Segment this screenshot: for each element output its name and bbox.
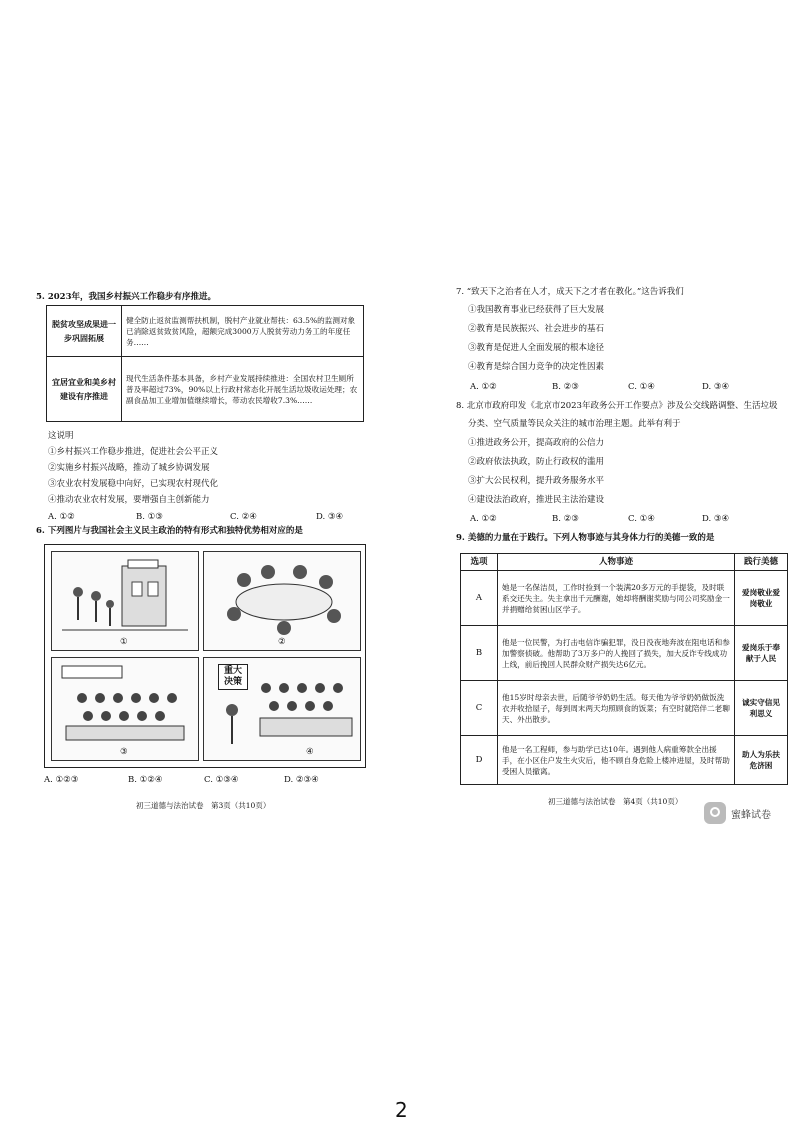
q8-option-a: A. ①② — [470, 514, 497, 524]
q9-row-b-story: 他是一位民警，为打击电信诈骗犯罪，没日没夜地奔波在阻电话和参加警察侦破。他帮助了3万多户的人挽回了损失，加大反诈专线成功上线，前后挽回人民群众财产损失达6亿元。 — [498, 626, 735, 681]
watermark-logo — [704, 802, 771, 824]
q7-option-d: D. ③④ — [702, 382, 730, 392]
decision-sign: 重大决策 — [218, 664, 248, 690]
q5-row1-head: 脱贫攻坚成果进一步巩固拓展 — [47, 306, 122, 357]
q9-header-option: 选项 — [461, 554, 498, 571]
page-number: 2 — [395, 1098, 408, 1122]
q8-item-4: ④建设法治政府，推进民主法治建设 — [468, 495, 605, 505]
q5-row2-head: 宜居宜业和美乡村建设有序推进 — [47, 357, 122, 422]
q7-item-4: ④教育是综合国力竞争的决定性因素 — [468, 362, 605, 372]
q9-table — [460, 553, 788, 785]
q8-stem-line2: 分类、空气质量等民众关注的城市治理主题。此举有利于 — [468, 419, 681, 429]
q9-row-d-story: 他是一名工程师，参与助学已达10年。遇到他人病重筹款全出援手，在小区住户发生火灾后，他不顾自身危险上楼冲进屋，及时帮助受困人员撤离。 — [498, 736, 735, 785]
q7-option-c: C. ①④ — [628, 382, 655, 392]
q5-option-b: B. ①③ — [136, 512, 163, 522]
q5-item-2: ②实施乡村振兴战略，推动了城乡协调发展 — [48, 463, 210, 473]
table-row — [461, 626, 788, 681]
table-row — [461, 571, 788, 626]
q6-panel-2 — [203, 551, 361, 651]
q5-option-d: D. ③④ — [316, 512, 344, 522]
q6-option-a: A. ①②③ — [44, 775, 79, 785]
q5-lead: 这说明 — [48, 431, 74, 441]
bee-logo-icon — [704, 802, 726, 824]
q9-row-c-virtue: 诚实守信见利思义 — [735, 681, 788, 736]
q8-option-c: C. ①④ — [628, 514, 655, 524]
q7-option-b: B. ②③ — [552, 382, 579, 392]
q5-row2-body: 现代生活条件基本具备，乡村产业发展持续推进：全国农村卫生厕所普及率超过73%，90%以上行政村常态化开展生活垃圾收运处理；农副食品加工业增加值继续增长，带动农民增收7.3%…… — [122, 357, 364, 422]
q6-label-1: ① — [120, 637, 128, 647]
q6-cartoon-grid — [44, 544, 366, 768]
q6-option-c: C. ①③④ — [204, 775, 239, 785]
q8-option-b: B. ②③ — [552, 514, 579, 524]
q8-item-3: ③扩大公民权利，提升政务服务水平 — [468, 476, 605, 486]
q6-option-d: D. ②③④ — [284, 775, 319, 785]
right-page-footer: 初三道德与法治试卷 第4页（共10页） — [548, 797, 683, 806]
q6-panel-1 — [51, 551, 199, 651]
table-row — [461, 681, 788, 736]
table-row — [47, 306, 364, 357]
q5-stem: 5. 2023年，我国乡村振兴工作稳步有序推进。 — [36, 292, 216, 302]
q6-panel-3 — [51, 657, 199, 761]
q9-row-a-virtue: 爱岗敬业爱岗敬业 — [735, 571, 788, 626]
table-header-row — [461, 554, 788, 571]
q9-header-story: 人物事迹 — [498, 554, 735, 571]
q5-item-4: ④推动农业农村发展，要增强自主创新能力 — [48, 495, 210, 505]
q7-item-2: ②教育是民族振兴、社会进步的基石 — [468, 324, 605, 334]
q5-item-1: ①乡村振兴工作稳步推进，促进社会公平正义 — [48, 447, 219, 457]
table-row — [47, 357, 364, 422]
congress-meeting-illustration — [52, 658, 198, 760]
left-page-footer: 初三道德与法治试卷 第3页（共10页） — [136, 801, 271, 810]
q9-row-d-virtue: 助人为乐扶危济困 — [735, 736, 788, 785]
q9-row-d-option: D — [461, 736, 498, 785]
q6-panel-4 — [203, 657, 361, 761]
q9-row-b-virtue: 爱岗乐于奉献于人民 — [735, 626, 788, 681]
q7-item-1: ①我国教育事业已经获得了巨大发展 — [468, 305, 605, 315]
q9-stem: 9. 美德的力量在于践行。下列人物事迹与其身体力行的美德一致的是 — [456, 533, 715, 543]
q9-row-c-option: C — [461, 681, 498, 736]
q9-row-a-option: A — [461, 571, 498, 626]
table-row — [461, 736, 788, 785]
q5-item-3: ③农业农村发展稳中向好，已实现农村现代化 — [48, 479, 219, 489]
q5-table — [46, 305, 364, 422]
q6-option-b: B. ①②④ — [128, 775, 163, 785]
q9-row-a-story: 她是一名保洁员，工作时捡到一个装满20多万元的手提袋，及时联系交还失主。失主拿出千元酬谢，她却将酬谢奖励与同公司奖励金一并捐赠给贫困山区学子。 — [498, 571, 735, 626]
q9-header-virtue: 践行美德 — [735, 554, 788, 571]
q5-option-a: A. ①② — [48, 512, 75, 522]
q6-label-4: ④ — [306, 747, 314, 757]
q6-label-2: ② — [278, 637, 286, 647]
q7-stem: 7. “致天下之治者在人才，成天下之才者在教化。”这告诉我们 — [456, 287, 684, 297]
q7-option-a: A. ①② — [470, 382, 497, 392]
q8-item-1: ①推进政务公开，提高政府的公信力 — [468, 438, 605, 448]
q5-option-c: C. ②④ — [230, 512, 257, 522]
q9-row-b-option: B — [461, 626, 498, 681]
watermark-text: 蜜蜂试卷 — [731, 809, 771, 821]
q8-option-d: D. ③④ — [702, 514, 730, 524]
q5-row1-body: 健全防止返贫监测帮扶机制，脱村产业就业帮扶：63.5%的监测对象已消除返贫致贫风险，超额完成3000万人脱贫劳动力务工的年度任务…… — [122, 306, 364, 357]
q6-label-3: ③ — [120, 747, 128, 757]
q8-stem-line1: 8. 北京市政府印发《北京市2023年政务公开工作要点》涉及公交线路调整、生活垃圾 — [456, 401, 778, 411]
q7-item-3: ③教育是促进人全面发展的根本途径 — [468, 343, 605, 353]
q8-item-2: ②政府依法执政，防止行政权的滥用 — [468, 457, 605, 467]
q6-stem: 6. 下列图片与我国社会主义民主政治的特有形式和独特优势相对应的是 — [36, 526, 303, 536]
q9-row-c-story: 他15岁时母亲去世，后随爷爷奶奶生活。每天他为爷爷奶奶做饭洗衣并收拾屋子，每到周末两天均照顾食的饭菜；有空时就陪伴二老聊天、外出散步。 — [498, 681, 735, 736]
